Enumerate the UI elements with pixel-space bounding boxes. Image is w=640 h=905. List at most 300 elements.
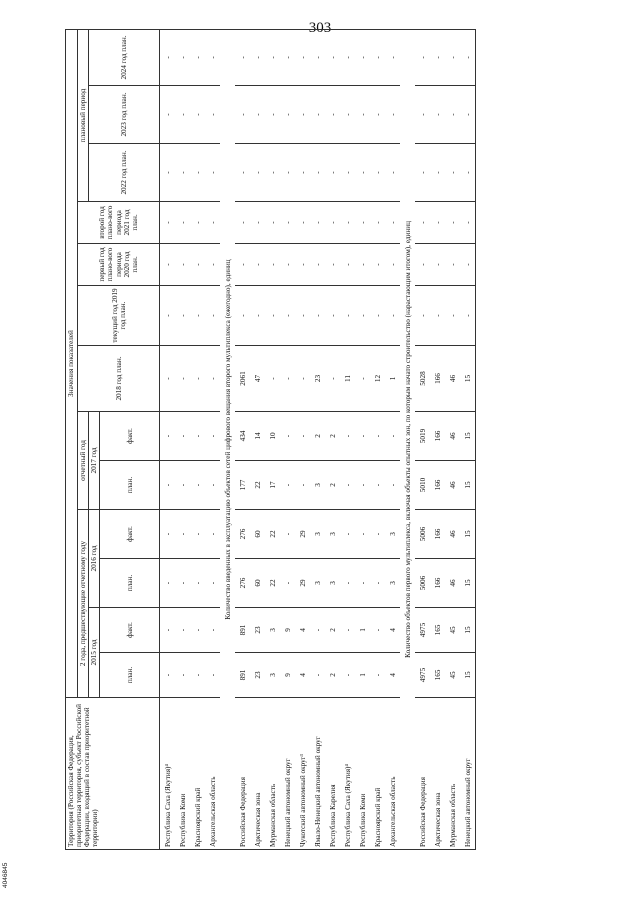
territory-name: Архангельская область: [205, 698, 220, 850]
document-code: 4046845: [2, 862, 9, 888]
value-cell: 60: [250, 559, 265, 608]
value-cell: -: [340, 86, 355, 144]
value-cell: -: [280, 346, 295, 412]
territory-name: Республика Карелия: [325, 698, 340, 850]
value-cell: -: [355, 510, 370, 559]
value-cell: 276: [235, 559, 250, 608]
value-cell: -: [385, 286, 400, 346]
value-cell: 165: [430, 653, 445, 698]
value-cell: -: [355, 286, 370, 346]
value-cell: 2061: [235, 346, 250, 412]
value-cell: 3: [265, 653, 280, 698]
value-cell: -: [445, 244, 460, 286]
value-cell: -: [430, 244, 445, 286]
indicator-row: [400, 29, 415, 849]
value-cell: 12: [370, 346, 385, 412]
value-cell: -: [460, 144, 476, 202]
value-cell: -: [205, 559, 220, 608]
value-cell: -: [325, 29, 340, 85]
value-cell: -: [370, 286, 385, 346]
value-cell: 60: [250, 510, 265, 559]
table-row: [430, 29, 445, 849]
value-cell: 2: [310, 412, 325, 461]
value-cell: 4: [295, 653, 310, 698]
value-cell: -: [190, 86, 205, 144]
value-cell: -: [160, 510, 176, 559]
value-cell: -: [370, 29, 385, 85]
value-cell: -: [370, 653, 385, 698]
value-cell: 14: [250, 412, 265, 461]
territory-name: Арктическая зона: [430, 698, 445, 850]
value-cell: -: [460, 244, 476, 286]
value-cell: 10: [265, 412, 280, 461]
value-cell: -: [205, 412, 220, 461]
value-cell: -: [340, 286, 355, 346]
value-cell: -: [175, 86, 190, 144]
reporting-year-header: отчетный год: [78, 412, 89, 510]
territory-header: Территория (Российская Федерация, приоритетная территория, субъект Российской Федерации, входящий в состав приоритетной территории): [66, 698, 160, 850]
value-cell: -: [370, 202, 385, 244]
value-cell: -: [205, 244, 220, 286]
value-cell: -: [340, 510, 355, 559]
value-cell: 45: [445, 608, 460, 653]
value-cell: -: [175, 202, 190, 244]
value-cell: -: [235, 286, 250, 346]
value-cell: -: [250, 286, 265, 346]
second-plan-year-header: второй год плано-вого периода 2021 год план.: [78, 202, 160, 244]
fact-header: факт.: [100, 608, 160, 653]
value-cell: 46: [445, 346, 460, 412]
value-cell: -: [295, 29, 310, 85]
table-row: [445, 29, 460, 849]
table-row: [340, 29, 355, 849]
value-cell: 2: [325, 608, 340, 653]
value-cell: -: [385, 244, 400, 286]
value-cell: 166: [430, 510, 445, 559]
value-cell: -: [205, 202, 220, 244]
value-cell: -: [250, 86, 265, 144]
value-cell: -: [355, 244, 370, 286]
value-cell: 22: [265, 510, 280, 559]
territory-name: Чукотский автономный округ³: [295, 698, 310, 850]
value-cell: 15: [460, 559, 476, 608]
value-cell: -: [160, 461, 176, 510]
value-cell: -: [430, 86, 445, 144]
table-row: [310, 29, 325, 849]
territory-name: Арктическая зона: [250, 698, 265, 850]
value-cell: 276: [235, 510, 250, 559]
fact-header: факт.: [100, 510, 160, 559]
value-cell: 15: [460, 653, 476, 698]
value-cell: -: [175, 346, 190, 412]
value-cell: -: [445, 286, 460, 346]
value-cell: 3: [385, 510, 400, 559]
value-cell: 165: [430, 608, 445, 653]
table-row: [385, 29, 400, 849]
value-cell: -: [370, 412, 385, 461]
value-cell: -: [160, 286, 176, 346]
value-cell: -: [340, 608, 355, 653]
value-cell: 5010: [415, 461, 430, 510]
value-cell: -: [355, 29, 370, 85]
value-cell: 11: [340, 346, 355, 412]
value-cell: 3: [310, 461, 325, 510]
y2022-header: 2022 год план.: [89, 144, 160, 202]
value-cell: 3: [325, 510, 340, 559]
value-cell: 15: [460, 510, 476, 559]
territory-name: Красноярский край: [190, 698, 205, 850]
value-cell: -: [280, 412, 295, 461]
value-cell: -: [175, 559, 190, 608]
territory-name: Ямало-Ненецкий автономный округ: [310, 698, 325, 850]
value-cell: 22: [265, 559, 280, 608]
value-cell: -: [190, 286, 205, 346]
value-cell: -: [355, 86, 370, 144]
territory-name: Мурманская область: [445, 698, 460, 850]
value-cell: -: [250, 202, 265, 244]
value-cell: -: [205, 510, 220, 559]
value-cell: -: [265, 346, 280, 412]
y2017-header: 2017 год: [89, 412, 100, 510]
indicators-table: [65, 29, 476, 850]
value-cell: -: [190, 144, 205, 202]
value-cell: -: [160, 346, 176, 412]
table-row: [190, 29, 205, 849]
value-cell: 2: [325, 412, 340, 461]
value-cell: -: [190, 608, 205, 653]
value-cell: 166: [430, 346, 445, 412]
value-cell: -: [280, 559, 295, 608]
value-cell: -: [325, 202, 340, 244]
value-cell: -: [370, 244, 385, 286]
value-cell: -: [160, 29, 176, 85]
value-cell: 5028: [415, 346, 430, 412]
value-cell: -: [460, 86, 476, 144]
value-cell: -: [340, 29, 355, 85]
value-cell: -: [250, 29, 265, 85]
y2024-header: 2024 год план.: [89, 29, 160, 85]
value-cell: -: [385, 412, 400, 461]
value-cell: 47: [250, 346, 265, 412]
value-cell: -: [190, 412, 205, 461]
territory-name: Архангельская область: [385, 698, 400, 850]
value-cell: -: [445, 86, 460, 144]
value-cell: -: [370, 510, 385, 559]
value-cell: 5019: [415, 412, 430, 461]
value-cell: -: [370, 608, 385, 653]
value-cell: 46: [445, 412, 460, 461]
value-cell: -: [235, 86, 250, 144]
value-cell: -: [235, 144, 250, 202]
value-cell: -: [340, 144, 355, 202]
indicator-row: [220, 29, 235, 849]
value-cell: -: [415, 286, 430, 346]
value-cell: -: [190, 346, 205, 412]
territory-name: Республика Коми: [175, 698, 190, 850]
value-cell: 17: [265, 461, 280, 510]
value-cell: -: [235, 29, 250, 85]
value-cell: -: [160, 559, 176, 608]
value-cell: -: [310, 202, 325, 244]
value-cell: -: [445, 202, 460, 244]
value-cell: -: [175, 144, 190, 202]
value-cell: -: [265, 244, 280, 286]
values-header: Значения показателей: [66, 29, 78, 697]
value-cell: -: [295, 144, 310, 202]
value-cell: -: [280, 244, 295, 286]
table-row: [205, 29, 220, 849]
value-cell: -: [430, 286, 445, 346]
value-cell: 29: [295, 559, 310, 608]
value-cell: -: [310, 608, 325, 653]
value-cell: -: [250, 244, 265, 286]
value-cell: -: [250, 144, 265, 202]
value-cell: 166: [430, 412, 445, 461]
value-cell: 4: [385, 653, 400, 698]
table-body: [160, 29, 476, 849]
value-cell: -: [355, 461, 370, 510]
value-cell: -: [430, 202, 445, 244]
value-cell: 45: [445, 653, 460, 698]
value-cell: 5006: [415, 559, 430, 608]
value-cell: 891: [235, 608, 250, 653]
value-cell: -: [160, 244, 176, 286]
value-cell: -: [415, 29, 430, 85]
y2015-header: 2015 год: [89, 608, 100, 698]
value-cell: -: [280, 461, 295, 510]
value-cell: -: [325, 86, 340, 144]
value-cell: -: [265, 286, 280, 346]
value-cell: -: [265, 202, 280, 244]
page-number: 303: [308, 20, 332, 36]
table-row: [370, 29, 385, 849]
value-cell: -: [175, 244, 190, 286]
value-cell: -: [355, 559, 370, 608]
value-cell: 434: [235, 412, 250, 461]
value-cell: -: [415, 86, 430, 144]
value-cell: -: [325, 144, 340, 202]
value-cell: -: [385, 86, 400, 144]
table-row: [280, 29, 295, 849]
value-cell: -: [340, 461, 355, 510]
value-cell: -: [385, 144, 400, 202]
value-cell: -: [430, 29, 445, 85]
value-cell: -: [355, 346, 370, 412]
value-cell: -: [280, 510, 295, 559]
value-cell: -: [295, 346, 310, 412]
value-cell: 2: [325, 461, 340, 510]
value-cell: -: [205, 346, 220, 412]
territory-name: Республика Саха (Якутия)⁴: [160, 698, 176, 850]
value-cell: -: [175, 510, 190, 559]
table-row: [295, 29, 310, 849]
value-cell: -: [190, 461, 205, 510]
value-cell: -: [160, 144, 176, 202]
value-cell: 3: [310, 559, 325, 608]
value-cell: -: [160, 653, 176, 698]
table-row: [175, 29, 190, 849]
value-cell: 9: [280, 653, 295, 698]
value-cell: -: [280, 144, 295, 202]
value-cell: -: [355, 144, 370, 202]
value-cell: 166: [430, 559, 445, 608]
value-cell: -: [340, 412, 355, 461]
value-cell: -: [370, 86, 385, 144]
value-cell: -: [295, 461, 310, 510]
value-cell: -: [175, 608, 190, 653]
value-cell: -: [460, 286, 476, 346]
rotated-table-container: [65, 30, 595, 850]
value-cell: -: [460, 29, 476, 85]
value-cell: -: [295, 286, 310, 346]
territory-name: Ненецкий автономный округ: [460, 698, 476, 850]
value-cell: -: [415, 144, 430, 202]
value-cell: 15: [460, 346, 476, 412]
value-cell: 23: [250, 653, 265, 698]
value-cell: -: [190, 559, 205, 608]
plan-header: план.: [100, 653, 160, 698]
value-cell: 1: [355, 608, 370, 653]
table-row: [355, 29, 370, 849]
value-cell: -: [340, 202, 355, 244]
value-cell: 46: [445, 559, 460, 608]
value-cell: 4: [385, 608, 400, 653]
y2016-header: 2016 год: [89, 510, 100, 608]
value-cell: 46: [445, 461, 460, 510]
table-row: [415, 29, 430, 849]
value-cell: -: [445, 29, 460, 85]
value-cell: -: [295, 244, 310, 286]
value-cell: 891: [235, 653, 250, 698]
table-row: [325, 29, 340, 849]
value-cell: 9: [280, 608, 295, 653]
value-cell: -: [205, 86, 220, 144]
value-cell: -: [355, 202, 370, 244]
value-cell: -: [190, 510, 205, 559]
value-cell: -: [205, 653, 220, 698]
value-cell: -: [190, 653, 205, 698]
plan-header: план.: [100, 461, 160, 510]
value-cell: -: [310, 244, 325, 286]
table-row: [250, 29, 265, 849]
value-cell: -: [280, 202, 295, 244]
territory-name: Красноярский край: [370, 698, 385, 850]
value-cell: 2: [325, 653, 340, 698]
value-cell: -: [415, 244, 430, 286]
value-cell: 3: [265, 608, 280, 653]
value-cell: -: [310, 86, 325, 144]
value-cell: 166: [430, 461, 445, 510]
territory-name: Мурманская область: [265, 698, 280, 850]
value-cell: -: [280, 286, 295, 346]
value-cell: -: [385, 202, 400, 244]
value-cell: -: [235, 244, 250, 286]
value-cell: -: [280, 86, 295, 144]
first-plan-year-header: первый год плано-вого периода 2020 год план.: [78, 244, 160, 286]
value-cell: 4975: [415, 608, 430, 653]
value-cell: -: [175, 653, 190, 698]
value-cell: -: [340, 653, 355, 698]
value-cell: 177: [235, 461, 250, 510]
territory-name: Российская Федерация: [415, 698, 430, 850]
value-cell: 23: [250, 608, 265, 653]
fact-header: факт.: [100, 412, 160, 461]
value-cell: -: [310, 653, 325, 698]
value-cell: -: [310, 29, 325, 85]
table-row: [265, 29, 280, 849]
territory-name: Ненецкий автономный округ: [280, 698, 295, 850]
value-cell: -: [160, 608, 176, 653]
territory-name: Российская Федерация: [235, 698, 250, 850]
value-cell: -: [445, 144, 460, 202]
value-cell: -: [310, 144, 325, 202]
value-cell: -: [160, 202, 176, 244]
value-cell: -: [370, 461, 385, 510]
value-cell: -: [205, 286, 220, 346]
value-cell: -: [175, 412, 190, 461]
value-cell: 5006: [415, 510, 430, 559]
value-cell: 22: [250, 461, 265, 510]
value-cell: 29: [295, 510, 310, 559]
value-cell: 15: [460, 412, 476, 461]
value-cell: -: [370, 559, 385, 608]
value-cell: -: [265, 29, 280, 85]
value-cell: -: [265, 86, 280, 144]
value-cell: -: [235, 202, 250, 244]
value-cell: -: [175, 29, 190, 85]
value-cell: -: [265, 144, 280, 202]
value-cell: -: [415, 202, 430, 244]
value-cell: -: [310, 286, 325, 346]
indicator-title: Количество введенных в эксплуатацию объектов сетей цифрового вещания второго мультиплекса (ежегодно), единиц: [220, 29, 235, 849]
value-cell: -: [460, 202, 476, 244]
value-cell: -: [370, 144, 385, 202]
value-cell: -: [205, 608, 220, 653]
value-cell: -: [295, 86, 310, 144]
value-cell: -: [160, 412, 176, 461]
value-cell: 4: [295, 608, 310, 653]
value-cell: -: [205, 29, 220, 85]
value-cell: 1: [355, 653, 370, 698]
value-cell: -: [295, 202, 310, 244]
value-cell: 1: [385, 346, 400, 412]
prev-years-header: 2 года, предшествующие отчетному году: [78, 510, 89, 698]
value-cell: -: [205, 461, 220, 510]
value-cell: -: [385, 29, 400, 85]
value-cell: -: [325, 244, 340, 286]
plan-period-header: плановый период: [78, 29, 89, 201]
y2023-header: 2023 год план.: [89, 86, 160, 144]
value-cell: 46: [445, 510, 460, 559]
table-row: [160, 29, 176, 849]
territory-name: Республика Коми: [355, 698, 370, 850]
table-row: [235, 29, 250, 849]
value-cell: 15: [460, 608, 476, 653]
value-cell: -: [190, 29, 205, 85]
plan-header: план.: [100, 559, 160, 608]
value-cell: -: [280, 29, 295, 85]
value-cell: 15: [460, 461, 476, 510]
value-cell: -: [325, 286, 340, 346]
value-cell: 3: [325, 559, 340, 608]
y2018-header: 2018 год план.: [78, 346, 160, 412]
value-cell: -: [325, 346, 340, 412]
value-cell: -: [160, 86, 176, 144]
value-cell: -: [295, 412, 310, 461]
value-cell: -: [355, 412, 370, 461]
value-cell: 4975: [415, 653, 430, 698]
table-row: [460, 29, 476, 849]
